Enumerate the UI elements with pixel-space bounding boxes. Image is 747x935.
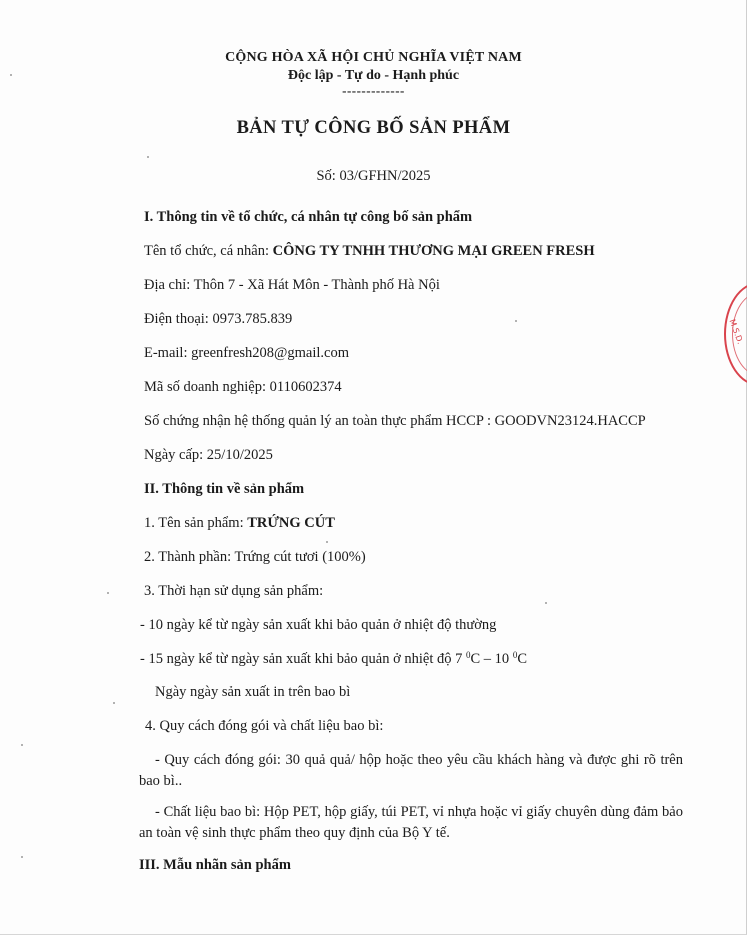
shelf-life-item-2 <box>140 650 527 668</box>
degree-superscript: 0 <box>466 650 471 660</box>
scan-speck <box>10 74 12 76</box>
red-seal-text: M.S.D. <box>727 318 745 346</box>
scan-speck <box>21 856 23 858</box>
tax-code-line: Mã số doanh nghiệp: 0110602374 <box>144 379 342 395</box>
document-number: Số: 03/GFHN/2025 <box>316 168 431 184</box>
org-line <box>144 242 595 260</box>
shelf-life-2-unit: C <box>517 651 527 667</box>
shelf-life-2-range: C – 10 <box>470 651 513 667</box>
scan-speck <box>107 592 109 594</box>
packaging-spec: - Quy cách đóng gói: 30 quả quả/ hộp hoặc theo yêu cầu khách hàng và được ghi rõ trên bao bì.. <box>139 752 683 789</box>
scan-speck <box>113 702 115 704</box>
ingredients-line: 2. Thành phần: Trứng cút tươi (100%) <box>144 549 366 565</box>
address-line: Địa chỉ: Thôn 7 - Xã Hát Môn - Thành phố Hà Nội <box>144 277 440 293</box>
packaging-material: - Chất liệu bao bì: Hộp PET, hộp giấy, túi PET, vỉ nhựa hoặc vỉ giấy chuyên dùng đảm bảo an toàn vệ sinh thực phẩm theo quy định của Bộ Y tế. <box>139 804 683 841</box>
production-date-note: Ngày ngày sản xuất in trên bao bì <box>155 684 351 700</box>
haccp-line: Số chứng nhận hệ thống quản lý an toàn thực phẩm HCCP : GOODVN23124.HACCP <box>144 413 646 429</box>
scan-speck <box>326 541 328 543</box>
shelf-life-heading: 3. Thời hạn sử dụng sản phẩm: <box>144 583 324 599</box>
scan-speck <box>21 744 23 746</box>
org-name: CÔNG TY TNHH THƯƠNG MẠI GREEN FRESH <box>272 243 595 259</box>
org-label: Tên tổ chức, cá nhân: <box>144 243 273 259</box>
phone-line: Điện thoại: 0973.785.839 <box>144 311 293 327</box>
scan-speck <box>545 602 547 604</box>
scan-speck <box>515 320 517 322</box>
product-name-line <box>144 514 335 532</box>
header-divider: ------------- <box>342 83 405 98</box>
national-motto: Độc lập - Tự do - Hạnh phúc <box>287 68 460 83</box>
email-line: E-mail: greenfresh208@gmail.com <box>144 345 350 361</box>
degree-superscript-2: 0 <box>512 650 518 660</box>
national-header: CỘNG HÒA XÃ HỘI CHỦ NGHĨA VIỆT NAM <box>225 50 522 65</box>
product-name: TRỨNG CÚT <box>247 515 335 531</box>
shelf-life-item-1: - 10 ngày kể từ ngày sản xuất khi bảo quản ở nhiệt độ thường <box>140 617 497 633</box>
document-title: BẢN TỰ CÔNG BỐ SẢN PHẨM <box>236 118 511 138</box>
section2-heading: II. Thông tin về sản phẩm <box>144 481 305 497</box>
scan-speck <box>147 156 149 158</box>
section1-heading: I. Thông tin về tổ chức, cá nhân tự công bố sản phẩm <box>144 209 473 225</box>
issue-date-line: Ngày cấp: 25/10/2025 <box>144 447 273 463</box>
section3-heading: III. Mẫu nhãn sản phẩm <box>139 857 291 873</box>
product-label: 1. Tên sản phẩm: <box>144 515 248 531</box>
packaging-heading: 4. Quy cách đóng gói và chất liệu bao bì: <box>145 718 384 734</box>
shelf-life-2-text: - 15 ngày kể từ ngày sản xuất khi bảo quản ở nhiệt độ 7 <box>140 651 467 667</box>
